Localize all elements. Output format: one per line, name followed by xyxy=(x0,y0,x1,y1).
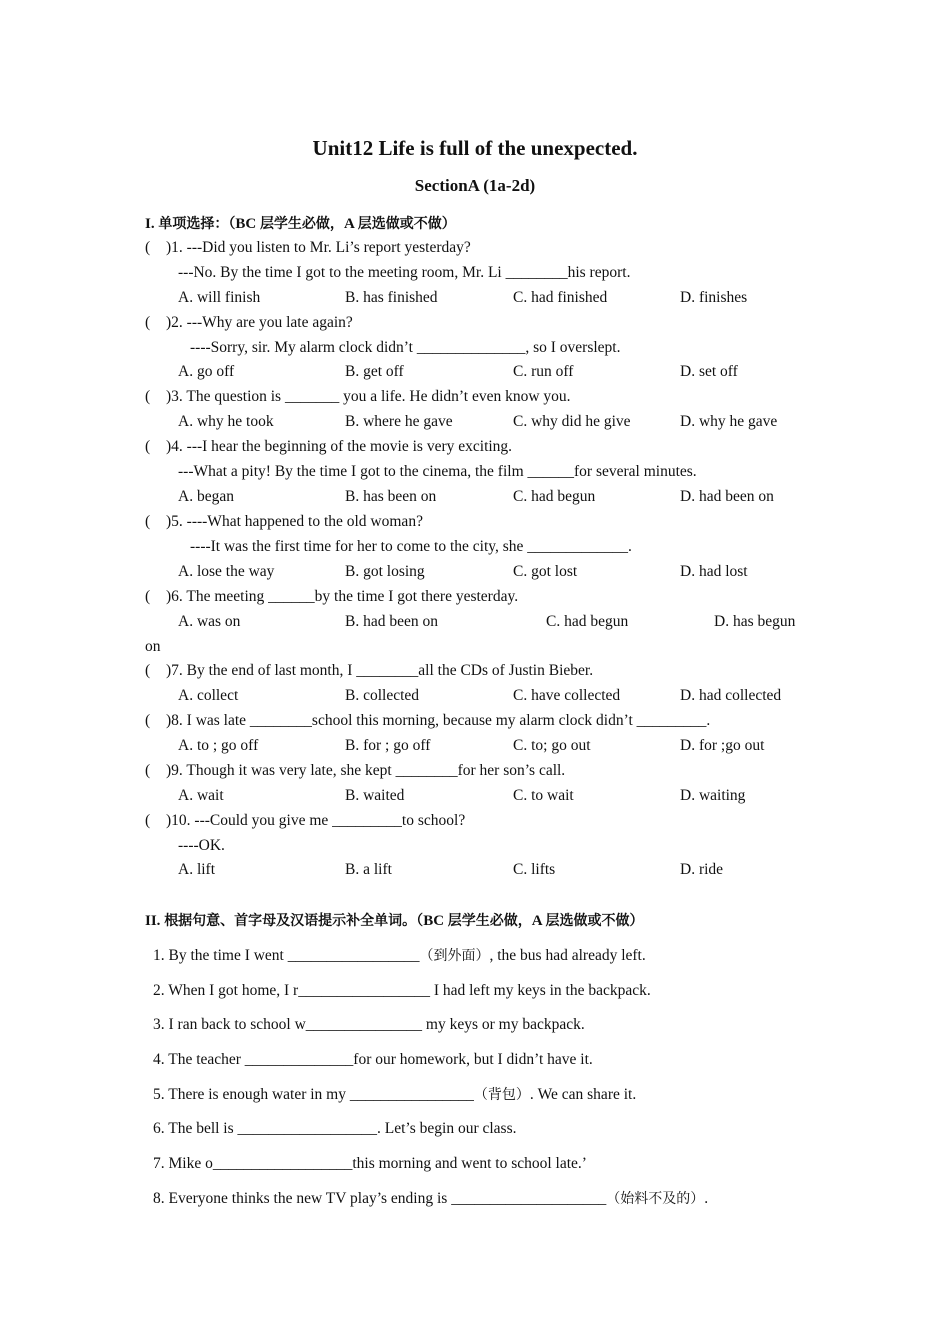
chinese-hint: （始料不及的） xyxy=(606,1191,705,1207)
question-stem: )7. By the end of last month, I ________all the CDs of Justin Bieber. xyxy=(166,662,594,679)
option-d-wrap: on xyxy=(145,638,161,655)
question-stem: )5. ----What happened to the old woman? xyxy=(166,513,423,530)
option-c: C. had begun xyxy=(546,613,629,630)
option-c: C. to; go out xyxy=(513,737,591,754)
option-b: B. had been on xyxy=(345,613,438,630)
option-a: A. collect xyxy=(178,687,239,704)
option-d: D. had lost xyxy=(680,563,748,580)
section-1-a-label: A xyxy=(343,216,358,232)
answer-bracket: ( xyxy=(145,388,151,405)
fill-item-6: 6. The bell is __________________. Let’s begin our class. xyxy=(153,1120,517,1137)
option-b: B. get off xyxy=(345,363,404,380)
section-2-heading xyxy=(145,910,644,930)
section-1-heading xyxy=(145,213,456,233)
fill-item-5 xyxy=(153,1085,636,1105)
section-1-title-cn-3: 层选做或不做） xyxy=(357,216,456,232)
section-1-title-cn-2: 层学生必做， xyxy=(259,216,344,232)
option-c: C. lifts xyxy=(513,861,556,878)
option-b: B. a lift xyxy=(345,861,392,878)
fill-item-7: 7. Mike o__________________this morning and went to school late.’ xyxy=(153,1155,587,1172)
section-1-title-cn: 单项选择：（ xyxy=(158,216,236,232)
section-2-title-cn: 根据句意、首字母及汉语提示补全单词。（ xyxy=(164,913,424,929)
answer-bracket: ( xyxy=(145,314,151,331)
fill-item-text-end: . xyxy=(704,1190,709,1207)
fill-item-4: 4. The teacher ______________for our homework, but I didn’t have it. xyxy=(153,1051,593,1068)
fill-item-text: 1. By the time I went _________________ xyxy=(153,947,420,964)
question-stem: )8. I was late ________school this morning, because my alarm clock didn’t _________. xyxy=(166,712,711,729)
option-a: A. lose the way xyxy=(178,563,275,580)
option-a: A. go off xyxy=(178,363,235,380)
section-1-number: I. xyxy=(145,216,159,232)
fill-item-text: 8. Everyone thinks the new TV play’s ending is ____________________ xyxy=(153,1190,607,1207)
option-a: A. will finish xyxy=(178,289,261,306)
answer-bracket: ( xyxy=(145,588,151,605)
section-2-title-cn-3: 层选做或不做） xyxy=(545,913,644,929)
option-d: D. ride xyxy=(680,861,724,878)
option-d: D. had been on xyxy=(680,488,774,505)
page-subtitle: SectionA (1a-2d) xyxy=(414,176,536,195)
option-a: A. wait xyxy=(178,787,224,804)
option-d: D. has begun xyxy=(714,613,796,630)
option-d: D. had collected xyxy=(680,687,782,704)
option-b: B. for ; go off xyxy=(345,737,431,754)
option-b: B. waited xyxy=(345,787,405,804)
option-a: A. lift xyxy=(178,861,216,878)
answer-bracket: ( xyxy=(145,438,151,455)
section-2-a-label: A xyxy=(531,913,546,929)
option-c: C. have collected xyxy=(513,687,621,704)
question-2-line-2: ----Sorry, sir. My alarm clock didn’t ______________, so I overslept. xyxy=(190,339,621,356)
fill-item-3: 3. I ran back to school w_______________ my keys or my backpack. xyxy=(153,1016,585,1033)
option-c: C. why did he give xyxy=(513,413,631,430)
question-stem: )9. Though it was very late, she kept ________for her son’s call. xyxy=(166,762,566,779)
fill-item-text-end: . We can share it. xyxy=(529,1086,637,1103)
fill-item-2: 2. When I got home, I r_________________ I had left my keys in the backpack. xyxy=(153,982,651,999)
answer-bracket: ( xyxy=(145,513,151,530)
section-2-title-cn-2: 层学生必做， xyxy=(447,913,532,929)
option-a: A. was on xyxy=(178,613,241,630)
answer-bracket: ( xyxy=(145,712,151,729)
answer-bracket: ( xyxy=(145,239,151,256)
option-b: B. got losing xyxy=(345,563,425,580)
option-c: C. to wait xyxy=(513,787,574,804)
fill-item-text: 5. There is enough water in my ________________ xyxy=(153,1086,474,1103)
option-a: A. to ; go off xyxy=(178,737,259,754)
question-stem: )6. The meeting ______by the time I got there yesterday. xyxy=(166,588,519,605)
option-c: C. had begun xyxy=(513,488,596,505)
option-b: B. collected xyxy=(345,687,420,704)
section-1-bc-label: BC xyxy=(235,216,260,232)
option-d: D. why he gave xyxy=(680,413,778,430)
option-d: D. waiting xyxy=(680,787,746,804)
section-2-bc-label: BC xyxy=(423,913,448,929)
question-stem: )1. ---Did you listen to Mr. Li’s report yesterday? xyxy=(166,239,471,256)
question-4-line-2: ---What a pity! By the time I got to the cinema, the film ______for several minutes. xyxy=(178,463,697,480)
section-2-number: II. xyxy=(145,913,165,929)
chinese-hint: （背包） xyxy=(473,1087,530,1103)
option-c: C. run off xyxy=(513,363,574,380)
answer-bracket: ( xyxy=(145,812,151,829)
fill-item-text-end: , the bus had already left. xyxy=(489,947,646,964)
question-stem: )4. ---I hear the beginning of the movie is very exciting. xyxy=(166,438,513,455)
option-b: B. has finished xyxy=(345,289,438,306)
answer-bracket: ( xyxy=(145,662,151,679)
option-d: D. for ;go out xyxy=(680,737,765,754)
option-b: B. where he gave xyxy=(345,413,453,430)
option-a: A. why he took xyxy=(178,413,274,430)
option-c: C. got lost xyxy=(513,563,578,580)
option-d: D. set off xyxy=(680,363,738,380)
question-1-line-2: ---No. By the time I got to the meeting room, Mr. Li ________his report. xyxy=(178,264,631,281)
question-stem: )10. ---Could you give me _________to school? xyxy=(166,812,466,829)
fill-item-1 xyxy=(153,946,646,966)
question-stem: )3. The question is _______ you a life. He didn’t even know you. xyxy=(166,388,571,405)
question-10-line-2: ----OK. xyxy=(178,837,225,854)
question-5-line-2: ----It was the first time for her to come to the city, she _____________. xyxy=(190,538,632,555)
page-title: Unit12 Life is full of the unexpected. xyxy=(312,136,638,160)
fill-item-8 xyxy=(153,1189,708,1209)
option-c: C. had finished xyxy=(513,289,608,306)
question-stem: )2. ---Why are you late again? xyxy=(166,314,353,331)
option-a: A. began xyxy=(178,488,234,505)
chinese-hint: （到外面） xyxy=(419,948,490,964)
option-b: B. has been on xyxy=(345,488,437,505)
option-d: D. finishes xyxy=(680,289,748,306)
answer-bracket: ( xyxy=(145,762,151,779)
